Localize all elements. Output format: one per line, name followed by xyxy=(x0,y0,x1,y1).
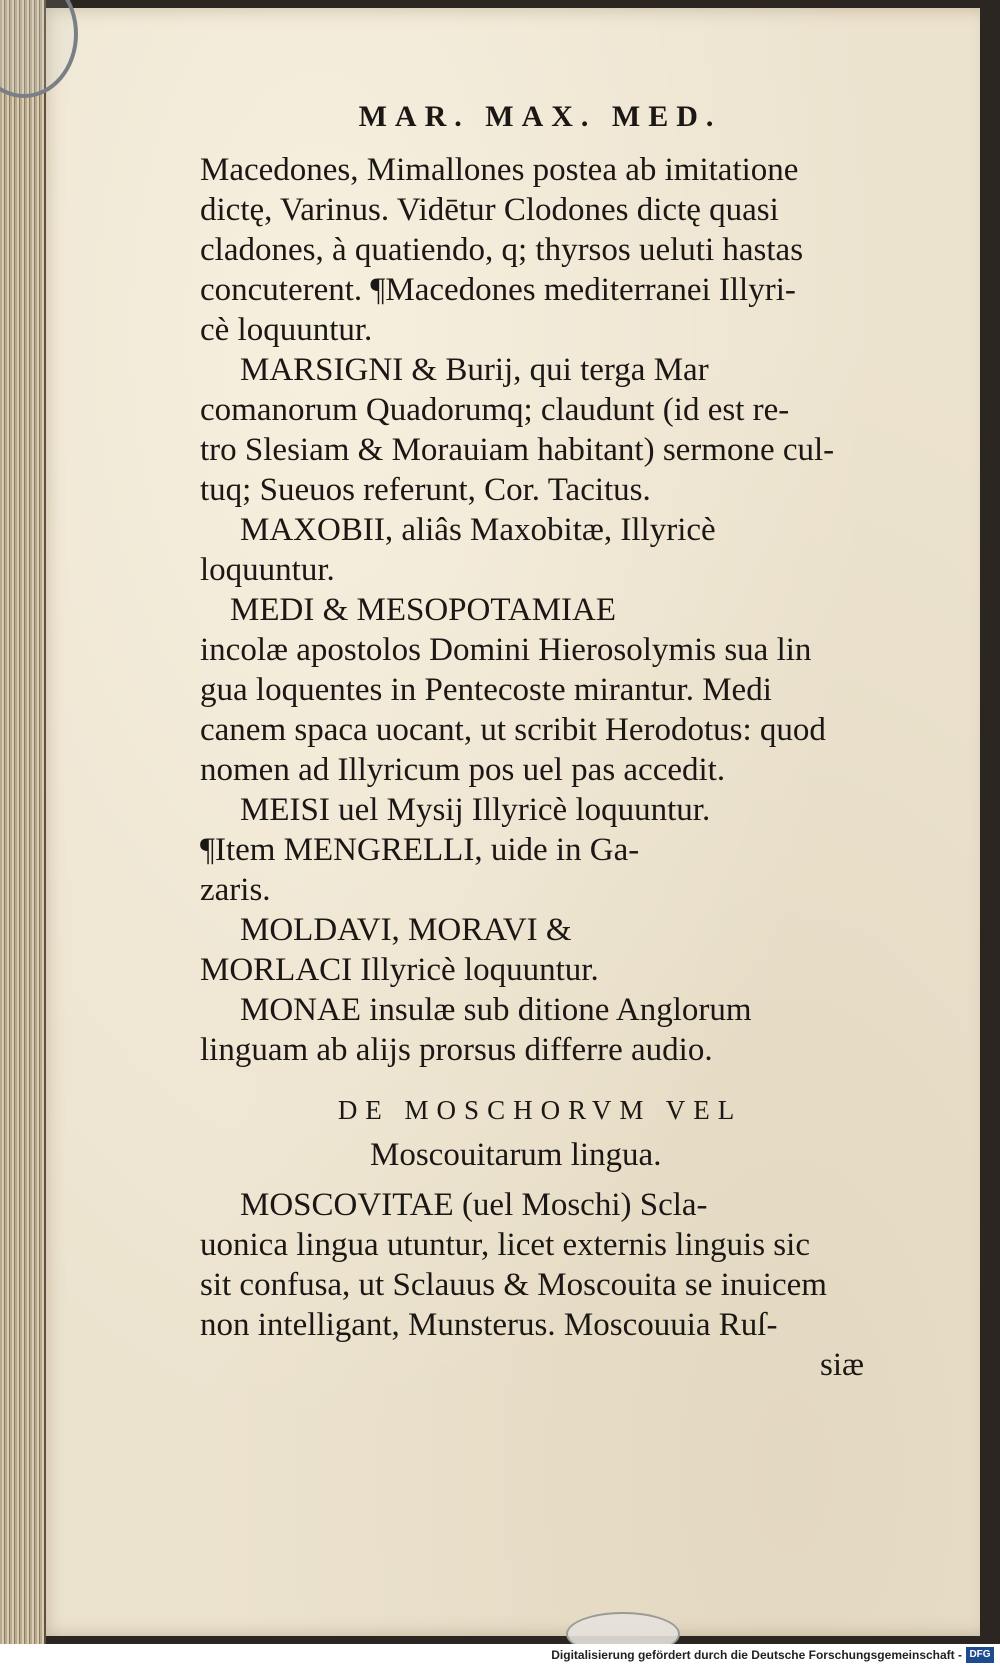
entry-moldavi: MOLDAVI, MORAVI & xyxy=(240,912,572,948)
entry-medi: MEDI & MESOPOTAMIAE xyxy=(230,592,617,628)
running-head: MAR. MAX. MED. xyxy=(358,100,722,133)
text-line: linguam ab alijs prorsus differre audio. xyxy=(200,1032,713,1068)
dfg-logo: DFG xyxy=(966,1647,994,1663)
entry-meisi: MEISI uel Mysij Illyricè loquuntur. xyxy=(240,792,711,828)
text-line: zaris. xyxy=(200,872,271,908)
text-line: gua loquentes in Pentecoste mirantur. Medi xyxy=(200,672,772,708)
text-line: cladones, à quatiendo, q; thyrsos ueluti hastas xyxy=(200,232,804,268)
text-line: incolæ apostolos Domini Hierosolymis sua lin xyxy=(200,632,812,668)
entry-monae: MONAE insulæ sub ditione Anglorum xyxy=(240,992,752,1028)
entry-moscovitae: MOSCOVITAE (uel Moschi) Scla- xyxy=(240,1187,708,1223)
text-line: canem spaca uocant, ut scribit Herodotus: quod xyxy=(200,712,826,748)
text-line: non intelligant, Munsterus. Moscouuia Ruſ- xyxy=(200,1307,778,1343)
text-line: nomen ad Illyricum pos uel pas accedit. xyxy=(200,752,726,788)
text-line: sit confusa, ut Sclauus & Moscouita se inuicem xyxy=(200,1267,827,1303)
text-line: comanorum Quadorumq; claudunt (id est re- xyxy=(200,392,790,428)
text-line: Macedones, Mimallones postea ab imitatione xyxy=(200,152,799,188)
text-line: cè loquuntur. xyxy=(200,312,373,348)
text-line: MORLACI Illyricè loquuntur. xyxy=(200,952,599,988)
section-heading: DE MOSCHORVM VEL xyxy=(337,1095,743,1125)
text-line: loquuntur. xyxy=(200,552,335,588)
entry-marsigni: MARSIGNI & Burij, qui terga Mar xyxy=(240,352,709,388)
text-line: tuq; Sueuos referunt, Cor. Tacitus. xyxy=(200,472,651,508)
text-line: dictę, Varinus. Vidētur Clodones dictę quasi xyxy=(200,192,779,228)
entry-mengrelli: ¶Item MENGRELLI, uide in Ga- xyxy=(200,832,640,868)
footer-bar xyxy=(0,1644,1000,1668)
entry-maxobii: MAXOBII, aliâs Maxobitæ, Illyricè xyxy=(240,512,716,548)
footer-credit: Digitalisierung gefördert durch die Deutsche Forschungsgemeinschaft - xyxy=(551,1648,962,1662)
text-line: tro Slesiam & Morauiam habitant) sermone cul- xyxy=(200,432,835,468)
catchword: siæ xyxy=(820,1347,865,1383)
page-edge-stack xyxy=(0,0,46,1644)
section-subheading: Moscouitarum lingua. xyxy=(370,1137,662,1173)
text-line: uonica lingua utuntur, licet externis linguis sic xyxy=(200,1227,810,1263)
text-line: concuterent. ¶Macedones mediterranei Illyri- xyxy=(200,272,796,308)
